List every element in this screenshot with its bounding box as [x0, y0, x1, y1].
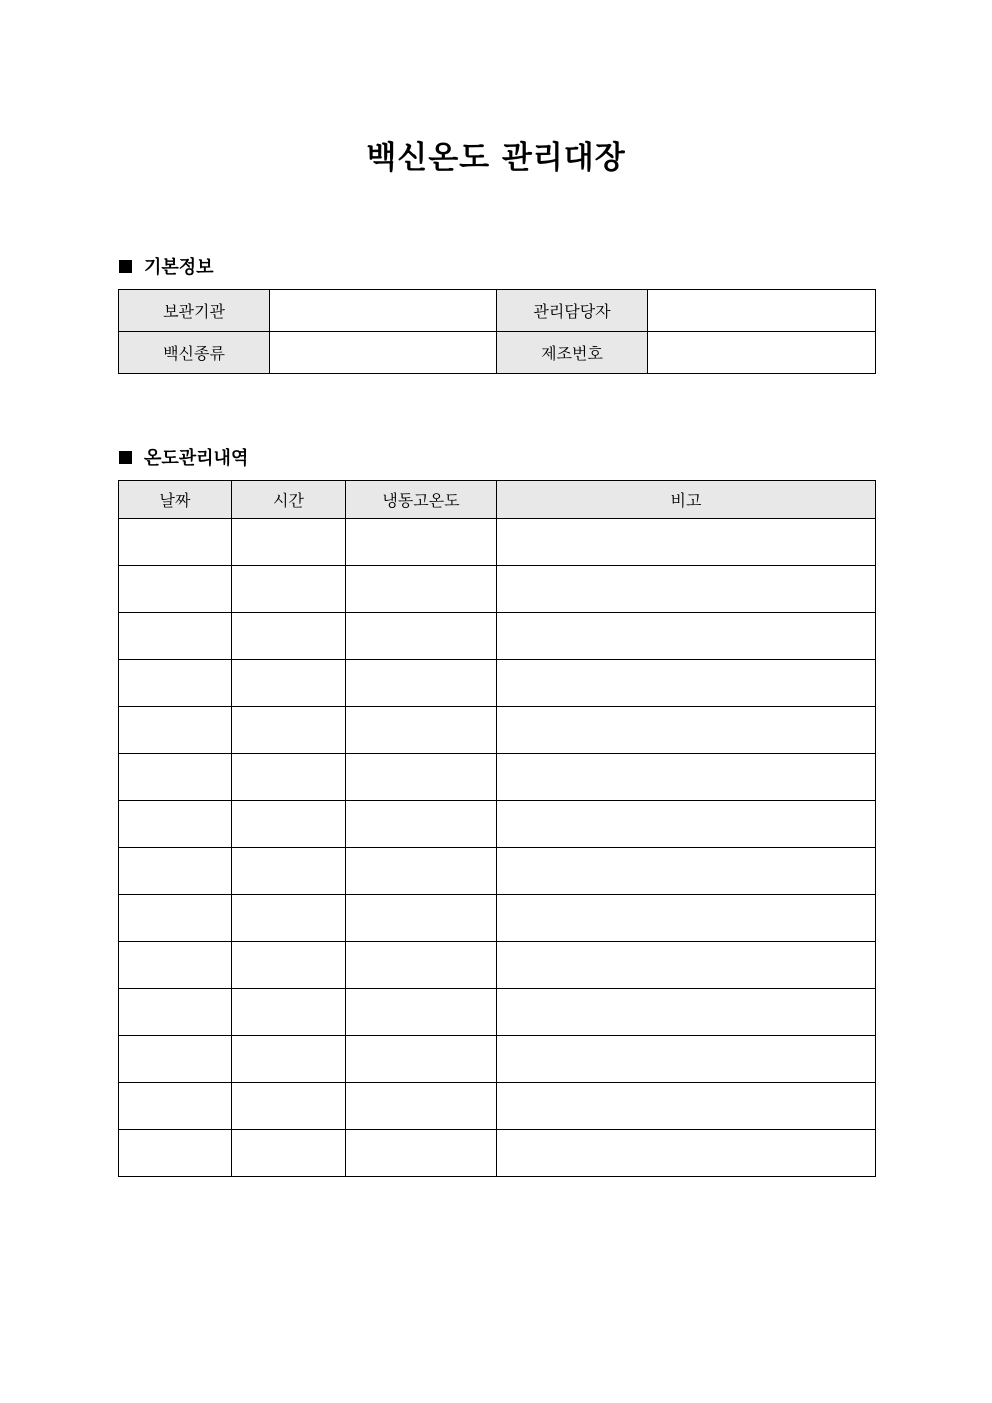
- freezer-temp-cell[interactable]: [346, 942, 497, 989]
- storage-institution-label: 보관기관: [119, 290, 270, 332]
- date-cell[interactable]: [119, 942, 232, 989]
- freezer-temp-cell[interactable]: [346, 1130, 497, 1177]
- date-cell[interactable]: [119, 566, 232, 613]
- freezer-temp-cell[interactable]: [346, 895, 497, 942]
- table-row: [119, 1083, 876, 1130]
- manager-label: 관리담당자: [497, 290, 648, 332]
- remarks-cell[interactable]: [497, 801, 876, 848]
- time-cell[interactable]: [232, 613, 346, 660]
- table-row: [119, 660, 876, 707]
- square-bullet-icon: [119, 451, 132, 464]
- column-header-remarks: 비고: [497, 481, 876, 519]
- time-cell[interactable]: [232, 566, 346, 613]
- remarks-cell[interactable]: [497, 707, 876, 754]
- time-cell[interactable]: [232, 519, 346, 566]
- table-row: [119, 566, 876, 613]
- remarks-cell[interactable]: [497, 1036, 876, 1083]
- date-cell[interactable]: [119, 519, 232, 566]
- table-row: [119, 895, 876, 942]
- date-cell[interactable]: [119, 989, 232, 1036]
- remarks-cell[interactable]: [497, 660, 876, 707]
- time-cell[interactable]: [232, 989, 346, 1036]
- remarks-cell[interactable]: [497, 1130, 876, 1177]
- remarks-cell[interactable]: [497, 519, 876, 566]
- freezer-temp-cell[interactable]: [346, 754, 497, 801]
- page-title: 백신온도 관리대장: [366, 140, 626, 176]
- date-cell[interactable]: [119, 613, 232, 660]
- table-row: [119, 519, 876, 566]
- remarks-cell[interactable]: [497, 989, 876, 1036]
- date-cell[interactable]: [119, 848, 232, 895]
- time-cell[interactable]: [232, 754, 346, 801]
- date-cell[interactable]: [119, 801, 232, 848]
- temperature-log-heading-text: 온도관리내역: [144, 448, 249, 469]
- basic-info-heading-text: 기본정보: [144, 257, 214, 278]
- freezer-temp-cell[interactable]: [346, 613, 497, 660]
- table-row: [119, 707, 876, 754]
- remarks-cell[interactable]: [497, 1083, 876, 1130]
- table-row: [119, 989, 876, 1036]
- freezer-temp-cell[interactable]: [346, 1083, 497, 1130]
- date-cell[interactable]: [119, 1036, 232, 1083]
- remarks-cell[interactable]: [497, 895, 876, 942]
- lot-number-label: 제조번호: [497, 332, 648, 374]
- freezer-temp-cell[interactable]: [346, 566, 497, 613]
- freezer-temp-cell[interactable]: [346, 1036, 497, 1083]
- table-row: [119, 290, 876, 332]
- table-row: [119, 332, 876, 374]
- time-cell[interactable]: [232, 848, 346, 895]
- time-cell[interactable]: [232, 895, 346, 942]
- table-row: [119, 848, 876, 895]
- date-cell[interactable]: [119, 660, 232, 707]
- table-row: [119, 1130, 876, 1177]
- remarks-cell[interactable]: [497, 848, 876, 895]
- basic-info-heading: [119, 253, 214, 279]
- vaccine-type-label: 백신종류: [119, 332, 270, 374]
- freezer-temp-cell[interactable]: [346, 848, 497, 895]
- table-row: [119, 942, 876, 989]
- table-row: [119, 1036, 876, 1083]
- table-header-row: [119, 481, 876, 519]
- freezer-temp-cell[interactable]: [346, 801, 497, 848]
- time-cell[interactable]: [232, 660, 346, 707]
- time-cell[interactable]: [232, 801, 346, 848]
- time-cell[interactable]: [232, 1083, 346, 1130]
- date-cell[interactable]: [119, 1130, 232, 1177]
- date-cell[interactable]: [119, 754, 232, 801]
- square-bullet-icon: [119, 260, 132, 273]
- date-cell[interactable]: [119, 895, 232, 942]
- time-cell[interactable]: [232, 1130, 346, 1177]
- column-header-freezer-temp: 냉동고온도: [346, 481, 497, 519]
- remarks-cell[interactable]: [497, 613, 876, 660]
- column-header-time: 시간: [232, 481, 346, 519]
- temperature-log-heading: [119, 444, 248, 470]
- date-cell[interactable]: [119, 707, 232, 754]
- basic-info-table: [118, 289, 876, 374]
- remarks-cell[interactable]: [497, 566, 876, 613]
- vaccine-type-field[interactable]: [270, 332, 497, 374]
- table-row: [119, 613, 876, 660]
- remarks-cell[interactable]: [497, 754, 876, 801]
- freezer-temp-cell[interactable]: [346, 660, 497, 707]
- date-cell[interactable]: [119, 1083, 232, 1130]
- time-cell[interactable]: [232, 1036, 346, 1083]
- lot-number-field[interactable]: [648, 332, 876, 374]
- freezer-temp-cell[interactable]: [346, 989, 497, 1036]
- freezer-temp-cell[interactable]: [346, 519, 497, 566]
- freezer-temp-cell[interactable]: [346, 707, 497, 754]
- temperature-log-table: [118, 480, 876, 1177]
- time-cell[interactable]: [232, 707, 346, 754]
- column-header-date: 날짜: [119, 481, 232, 519]
- table-row: [119, 754, 876, 801]
- time-cell[interactable]: [232, 942, 346, 989]
- remarks-cell[interactable]: [497, 942, 876, 989]
- table-row: [119, 801, 876, 848]
- storage-institution-field[interactable]: [270, 290, 497, 332]
- manager-field[interactable]: [648, 290, 876, 332]
